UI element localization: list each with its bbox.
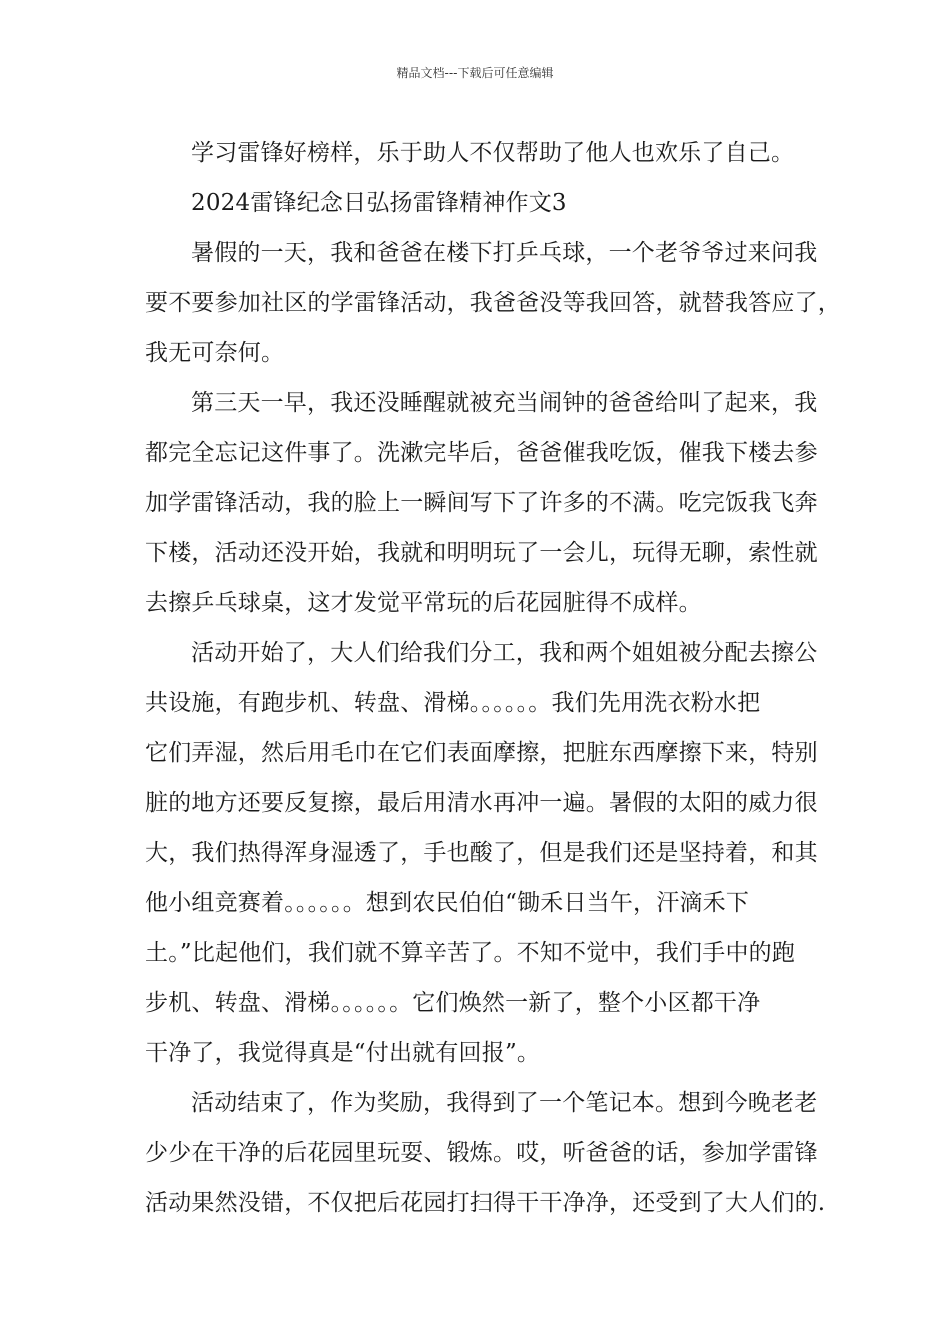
paragraph-line: 去擦乒乓球桌，这才发觉平常玩的后花园脏得不成样。 (145, 590, 702, 616)
paragraph-line: 共设施，有跑步机、转盘、滑梯。。。。。。我们先用洗衣粉水把 (145, 690, 761, 716)
paragraph-line: 活动开始了，大人们给我们分工，我和两个姐姐被分配去擦公 (191, 640, 818, 666)
paragraph-line: 步机、转盘、滑梯。。。。。。它们焕然一新了，整个小区都干净 (145, 990, 761, 1016)
paragraph-line: 下楼，活动还没开始，我就和明明玩了一会儿，玩得无聊，索性就 (145, 540, 818, 566)
paragraph-line: 大，我们热得浑身湿透了，手也酸了，但是我们还是坚持着，和其 (145, 840, 818, 866)
paragraph-line: 加学雷锋活动，我的脸上一瞬间写下了许多的不满。吃完饭我飞奔 (145, 490, 818, 516)
paragraph-line: 干净了，我觉得真是“付出就有回报”。 (145, 1040, 541, 1066)
paragraph-line: 他小组竞赛着。。。。。。想到农民伯伯“锄禾日当午，汗滴禾下 (145, 890, 750, 916)
paragraph-line: 活动果然没错，不仅把后花园打扫得干干净净，还受到了大人们的. (145, 1190, 826, 1216)
paragraph-line: 第三天一早，我还没睡醒就被充当闹钟的爸爸给叫了起来，我 (191, 390, 818, 416)
paragraph-line: 学习雷锋好榜样，乐于助人不仅帮助了他人也欢乐了自己。 (191, 140, 795, 166)
paragraph-line: 我无可奈何。 (145, 340, 285, 366)
paragraph-line: 要不要参加社区的学雷锋活动，我爸爸没等我回答，就替我答应了， (145, 290, 841, 316)
paragraph-line: 活动结束了，作为奖励，我得到了一个笔记本。想到今晚老老 (191, 1090, 818, 1116)
paragraph-line: 暑假的一天，我和爸爸在楼下打乒乓球，一个老爷爷过来问我 (191, 240, 818, 266)
paragraph-line: 都完全忘记这件事了。洗漱完毕后，爸爸催我吃饭，催我下楼去参 (145, 440, 818, 466)
document-body (145, 128, 841, 1228)
paragraph-line: 土。”比起他们，我们就不算辛苦了。不知不觉中，我们手中的跑 (145, 940, 796, 966)
page-header: 精品文档---下载后可任意编辑 (396, 66, 554, 80)
paragraph-line: 少少在干净的后花园里玩耍、锻炼。哎，听爸爸的话，参加学雷锋 (145, 1140, 818, 1166)
paragraph-line: 脏的地方还要反复擦，最后用清水再冲一遍。暑假的太阳的威力很 (145, 790, 818, 816)
article-title: 2024雷锋纪念日弘扬雷锋精神作文3 (191, 190, 567, 216)
paragraph-line: 它们弄湿，然后用毛巾在它们表面摩擦，把脏东西摩擦下来，特别 (145, 740, 818, 766)
